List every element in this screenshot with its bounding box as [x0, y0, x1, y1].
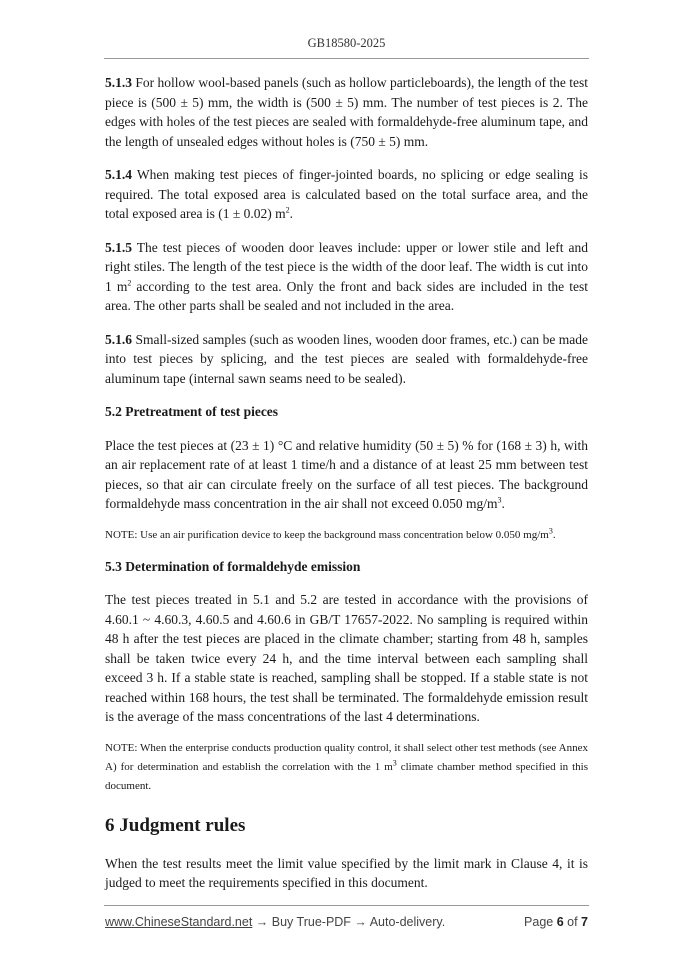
footer-divider: [104, 905, 589, 906]
clause-tail: .: [289, 206, 293, 221]
note-tail: .: [552, 528, 556, 541]
superscript: 2: [127, 278, 132, 287]
clause-5-1-3: [105, 73, 588, 151]
clause-5-1-4: [105, 165, 588, 224]
footer-promo: [105, 915, 445, 929]
section-heading-6: 6 Judgment rules: [105, 814, 246, 836]
page-number: 6: [556, 915, 564, 929]
superscript: 3: [548, 525, 553, 535]
clause-number: 5.1.4: [105, 167, 132, 182]
superscript: 3: [497, 495, 502, 505]
clause-text: For hollow wool-based panels (such as hollow particleboards), the length of the test piece is (500 ± 5) mm, the width is (500 ± 5) mm. The number of test pieces is 2. The edges with holes of the test pieces are sealed with formaldehyde-free aluminum tape, and the length of unsealed edges without holes is (750 ± 5) mm.: [105, 75, 588, 149]
clause-tail: .: [501, 496, 505, 511]
clause-5-1-5: [105, 238, 588, 316]
clause-text: Small-sized samples (such as wooden lines, wooden door frames, etc.) can be made into test pieces by splicing, and the test pieces are sealed with formaldehyde-free aluminum tape (internal sawn seams need to be sealed).: [105, 331, 588, 386]
section-heading-5-3: 5.3 Determination of formaldehyde emission: [105, 558, 361, 574]
running-header: GB18580-2025: [307, 36, 386, 50]
of-word: of: [563, 915, 582, 929]
clause-5-2-body: [105, 436, 588, 514]
page-indicator: [524, 915, 588, 929]
clause-text: When making test pieces of finger-jointed boards, no splicing or edge sealing is required. The total exposed area is calculated based on the total surface area, and the total exposed area is (1 ± 0.02) m: [105, 167, 588, 221]
page-total: 7: [581, 915, 588, 929]
clause-number: 5.1.3: [105, 75, 132, 90]
note-text: NOTE: When the enterprise conducts production quality control, it shall select other test methods (see Annex A) for determination and establish the correlation with the 1 m: [105, 741, 588, 773]
superscript: 3: [392, 757, 397, 767]
note-5-2: [105, 526, 588, 545]
note-5-3: [105, 739, 588, 796]
page-word: Page: [524, 915, 557, 929]
promo-text: → Buy True-PDF → Auto-delivery.: [252, 915, 446, 929]
clause-text: Place the test pieces at (23 ± 1) °C and relative humidity (50 ± 5) % for (168 ± 3) h, with an air replacement rate of at least 1 time/h and a distance of at least 25 mm between test pieces, so that air can circulate freely on the surface of all test pieces. The background formaldehyde mass concentration in the air shall not exceed 0.050 mg/m: [105, 437, 588, 511]
clause-number: 5.1.5: [105, 239, 132, 255]
clause-5-3-body: The test pieces treated in 5.1 and 5.2 are tested in accordance with the provisions of 4.60.1 ~ 4.60.3, 4.60.5 and 4.60.6 in GB/T 17657-2022. No sampling is required within 48 h after the test pieces are placed in the climate chamber; starting from 48 h, samples shall be taken twice every 24 h, and the time interval between each sampling shall exceed 3 h. If a stable state is reached, sampling shall be stopped. If a stable state is not reached within 168 hours, the test shall be terminated. The formaldehyde emission result is the average of the mass concentrations of the last 4 determinations.: [105, 592, 588, 724]
clause-text: The test pieces of wooden door leaves include: upper or lower stile and left and right stiles. The length of the test piece is the width of the door leaf. The width is cut into 1 m: [105, 239, 588, 294]
clause-5-1-6: [105, 330, 588, 389]
clause-6-body: When the test results meet the limit value specified by the limit mark in Clause 4, it is judged to meet the requirements specified in this document.: [105, 855, 588, 890]
clause-number: 5.1.6: [105, 331, 132, 347]
superscript: 2: [285, 205, 290, 215]
header-divider: [104, 58, 589, 59]
section-heading-5-2: 5.2 Pretreatment of test pieces: [105, 404, 279, 419]
note-text: climate chamber method specified in this document.: [105, 760, 588, 792]
note-text: NOTE: Use an air purification device to keep the background mass concentration below 0.050 mg/m: [105, 528, 549, 541]
clause-text: according to the test area. Only the front and back sides are included in the test area. The other parts shall be sealed and not included in the area.: [105, 278, 588, 313]
site-link[interactable]: www.ChineseStandard.net: [105, 915, 253, 929]
document-body: [105, 73, 588, 907]
